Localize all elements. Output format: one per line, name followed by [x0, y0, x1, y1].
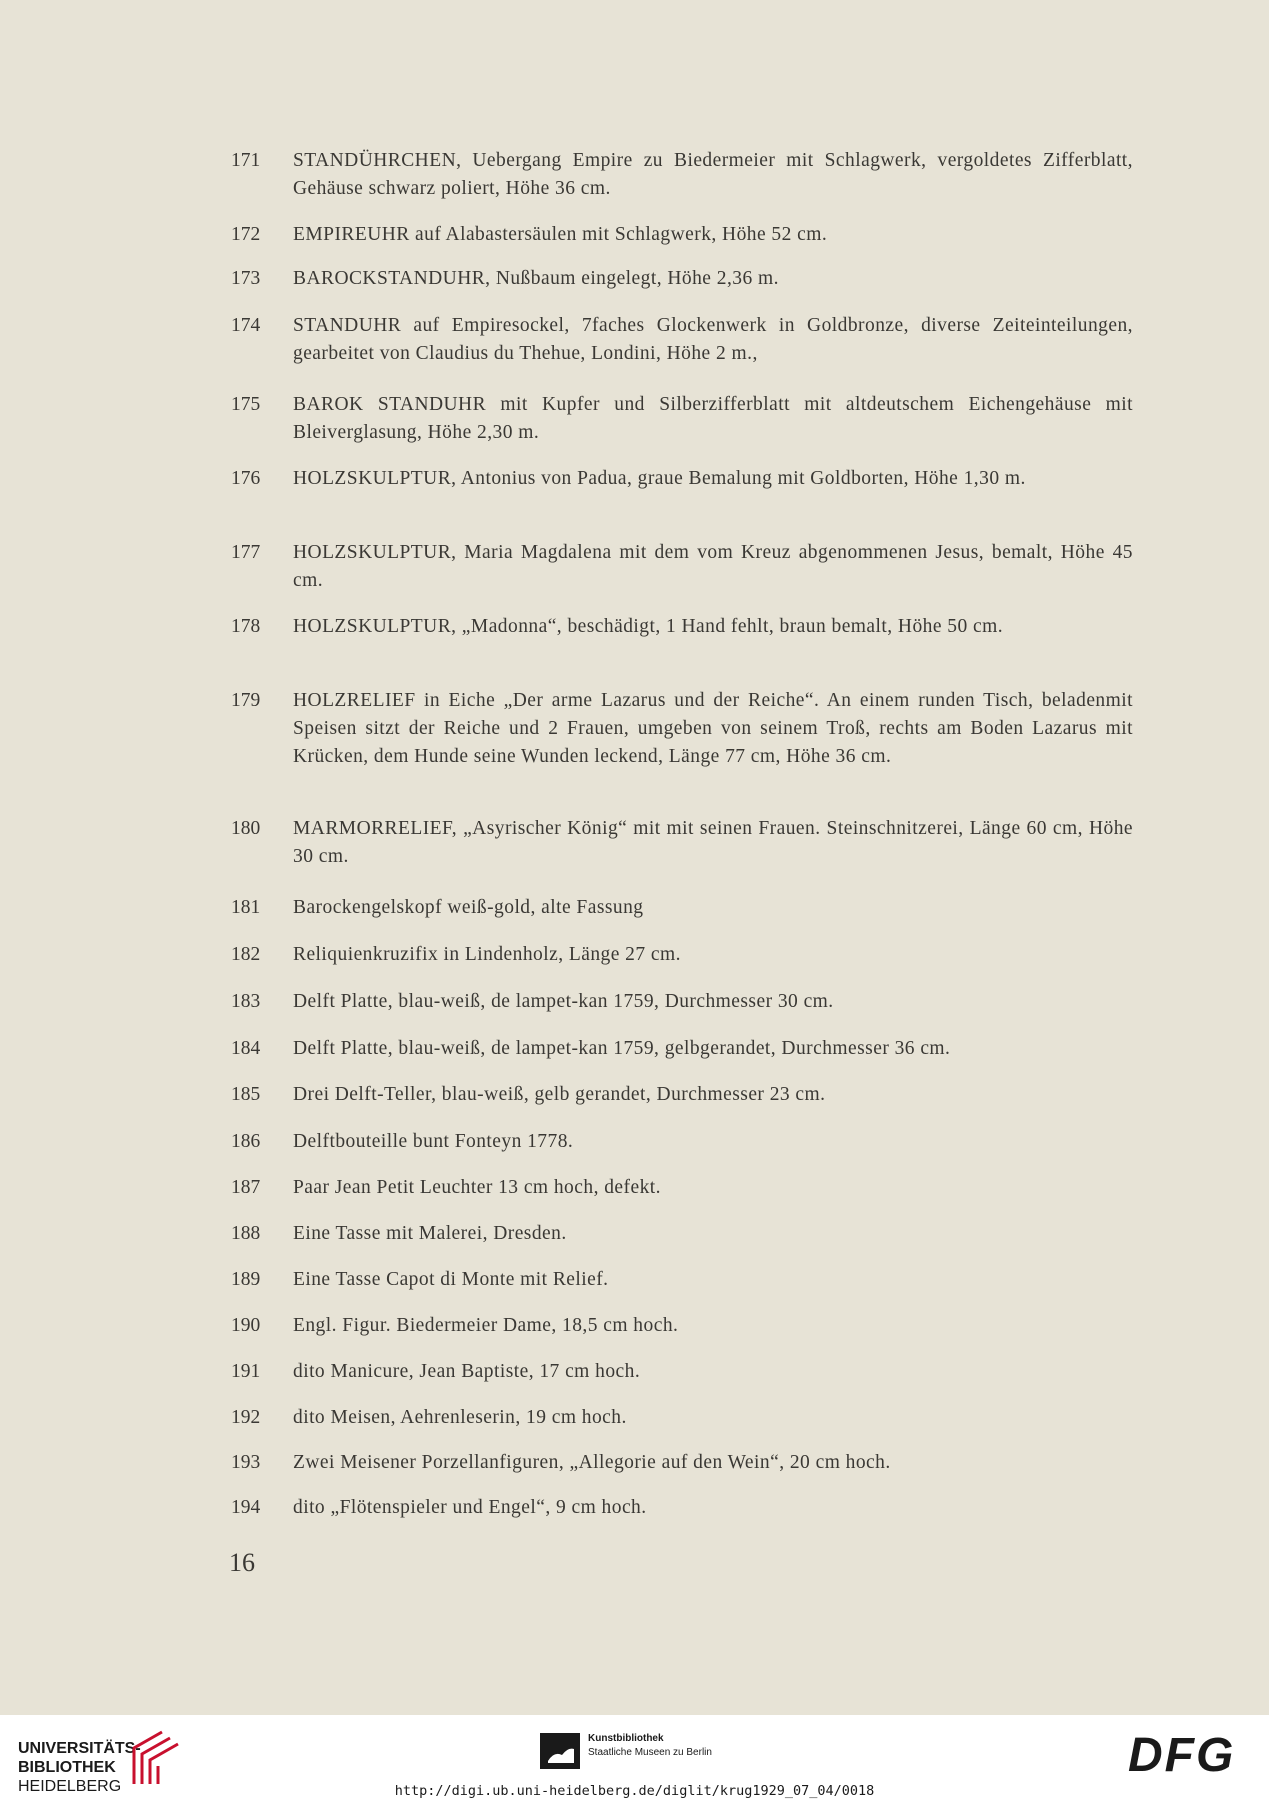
lot-description: STANDUHR auf Empiresockel, 7faches Glockenwerk in Goldbronze, diverse Zeiteinteilungen, gearbeitet von Claudius du Thehue, Londini, Höhe 2 m.,: [293, 315, 1133, 364]
lot-number: 192: [231, 1407, 261, 1428]
lot-description: Barockengelskopf weiß-gold, alte Fassung: [293, 897, 644, 918]
lot-number: 182: [231, 944, 261, 965]
lot-number: 172: [231, 224, 261, 245]
lot-number: 184: [231, 1038, 261, 1059]
lot-description: Engl. Figur. Biedermeier Dame, 18,5 cm hoch.: [293, 1315, 679, 1336]
lot-description: EMPIREUHR auf Alabastersäulen mit Schlagwerk, Höhe 52 cm.: [293, 224, 828, 245]
lot-description: Eine Tasse mit Malerei, Dresden.: [293, 1223, 567, 1244]
lot-number: 189: [231, 1269, 261, 1290]
lot-description: Delft Platte, blau-weiß, de lampet-kan 1759, Durchmesser 30 cm.: [293, 991, 834, 1012]
permalink-url[interactable]: http://digi.ub.uni-heidelberg.de/diglit/krug1929_07_04/0018: [394, 1783, 875, 1799]
lot-description: Eine Tasse Capot di Monte mit Relief.: [293, 1269, 609, 1290]
lot-description: MARMORRELIEF, „Asyrischer König“ mit mit seinen Frauen. Steinschnitzerei, Länge 60 cm, Höhe 30 cm.: [293, 818, 1133, 867]
lot-number: 171: [231, 150, 261, 171]
lot-number: 190: [231, 1315, 261, 1336]
lot-number: 185: [231, 1084, 261, 1105]
lot-number: 188: [231, 1223, 261, 1244]
lot-description: BAROK STANDUHR mit Kupfer und Silberzifferblatt mit altdeutschem Eichengehäuse mit Bleiverglasung, Höhe 2,30 m.: [293, 394, 1133, 443]
lot-number: 183: [231, 991, 261, 1012]
heidelberg-library-logo-text: UNIVERSITÄTS- BIBLIOTHEK HEIDELBERG: [18, 1740, 141, 1795]
lot-description: dito „Flötenspieler und Engel“, 9 cm hoch.: [293, 1497, 647, 1518]
lot-description: STANDÜHRCHEN, Uebergang Empire zu Biedermeier mit Schlagwerk, vergoldetes Zifferblatt, Gehäuse schwarz poliert, Höhe 36 cm.: [293, 150, 1133, 199]
lot-description: BAROCKSTANDUHR, Nußbaum eingelegt, Höhe 2,36 m.: [293, 268, 779, 289]
lot-description: Paar Jean Petit Leuchter 13 cm hoch, defekt.: [293, 1177, 661, 1198]
lot-description: Delftbouteille bunt Fonteyn 1778.: [293, 1131, 574, 1152]
lot-number: 181: [231, 897, 261, 918]
lot-number: 175: [231, 394, 261, 415]
page-number: 16: [229, 1548, 255, 1577]
lot-description: Reliquienkruzifix in Lindenholz, Länge 27 cm.: [293, 944, 681, 965]
lot-number: 178: [231, 616, 261, 637]
lot-description: HOLZRELIEF in Eiche „Der arme Lazarus und der Reiche“. An einem runden Tisch, beladenmit Speisen sitzt der Reiche und 2 Frauen, umgeben von seinem Troß, rechts am Boden Lazarus mit Krücken, dem Hunde seine Wunden leckend, Länge 77 cm, Höhe 36 cm.: [293, 690, 1133, 767]
lot-number: 191: [231, 1361, 261, 1382]
lot-number: 176: [231, 468, 261, 489]
lot-number: 180: [231, 818, 261, 839]
lot-description: dito Meisen, Aehrenleserin, 19 cm hoch.: [293, 1407, 627, 1428]
kunstbibliothek-logo-text: Kunstbibliothek Staatliche Museen zu Berlin: [588, 1733, 712, 1758]
lot-description: HOLZSKULPTUR, Maria Magdalena mit dem vom Kreuz abgenommenen Jesus, bemalt, Höhe 45 cm.: [293, 542, 1133, 591]
lot-description: Drei Delft-Teller, blau-weiß, gelb gerandet, Durchmesser 23 cm.: [293, 1084, 826, 1105]
lot-number: 173: [231, 268, 261, 289]
heidelberg-library-logo-icon: [124, 1726, 180, 1786]
lot-number: 194: [231, 1497, 261, 1518]
dfg-logo: DFG: [1128, 1729, 1236, 1782]
lot-description: Zwei Meisener Porzellanfiguren, „Allegorie auf den Wein“, 20 cm hoch.: [293, 1452, 891, 1473]
lot-description: dito Manicure, Jean Baptiste, 17 cm hoch.: [293, 1361, 641, 1382]
lot-number: 174: [231, 315, 261, 336]
lot-description: Delft Platte, blau-weiß, de lampet-kan 1759, gelbgerandet, Durchmesser 36 cm.: [293, 1038, 951, 1059]
lot-description: HOLZSKULPTUR, Antonius von Padua, graue Bemalung mit Goldborten, Höhe 1,30 m.: [293, 468, 1026, 489]
lot-number: 193: [231, 1452, 261, 1473]
lot-description: HOLZSKULPTUR, „Madonna“, beschädigt, 1 Hand fehlt, braun bemalt, Höhe 50 cm.: [293, 616, 1004, 637]
lot-number: 186: [231, 1131, 261, 1152]
kunstbibliothek-logo-icon: [540, 1733, 580, 1769]
lot-number: 187: [231, 1177, 261, 1198]
lot-number: 177: [231, 542, 261, 563]
lot-number: 179: [231, 690, 261, 711]
